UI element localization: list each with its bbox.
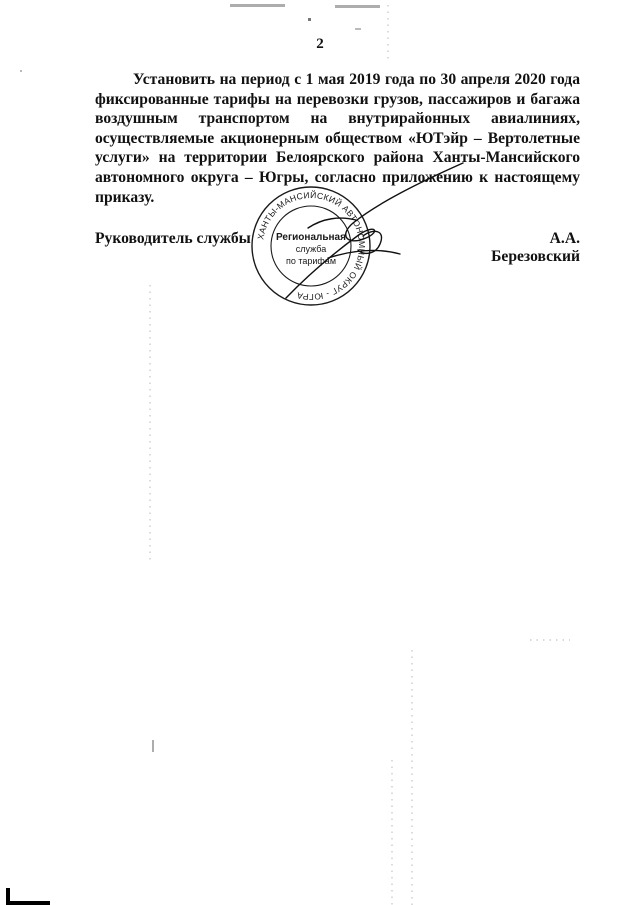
signatory-name: А.А. Березовский xyxy=(491,230,580,265)
signatory-role: Руководитель службы xyxy=(95,230,251,247)
stamp-center-line-3: по тарифам xyxy=(285,256,337,266)
stamp-center-line-2: служба xyxy=(295,244,327,254)
page-number: 2 xyxy=(316,36,324,52)
stamp-center-line-1: Региональная xyxy=(276,232,346,243)
handwritten-signature xyxy=(268,158,478,308)
stamp-ring-text: ХАНТЫ-МАНСИЙСКИЙ АВТОНОМНЫЙ ОКРУГ - ЮГРА xyxy=(255,189,368,303)
scan-corner-mark xyxy=(6,888,50,905)
order-paragraph: Установить на период с 1 мая 2019 года по 30 апреля 2020 года фиксированные тарифы на перевозки грузов, пассажиров и багажа воздушным транспортом на внутрирайонных авиалиниях, осуществляемые акционерным обществом «ЮТэйр – Вертолетные услуги» на территории Белоярского района Ханты-Мансийского автономного округа – Югры, согласно приложению к настоящему приказу. xyxy=(95,71,580,206)
